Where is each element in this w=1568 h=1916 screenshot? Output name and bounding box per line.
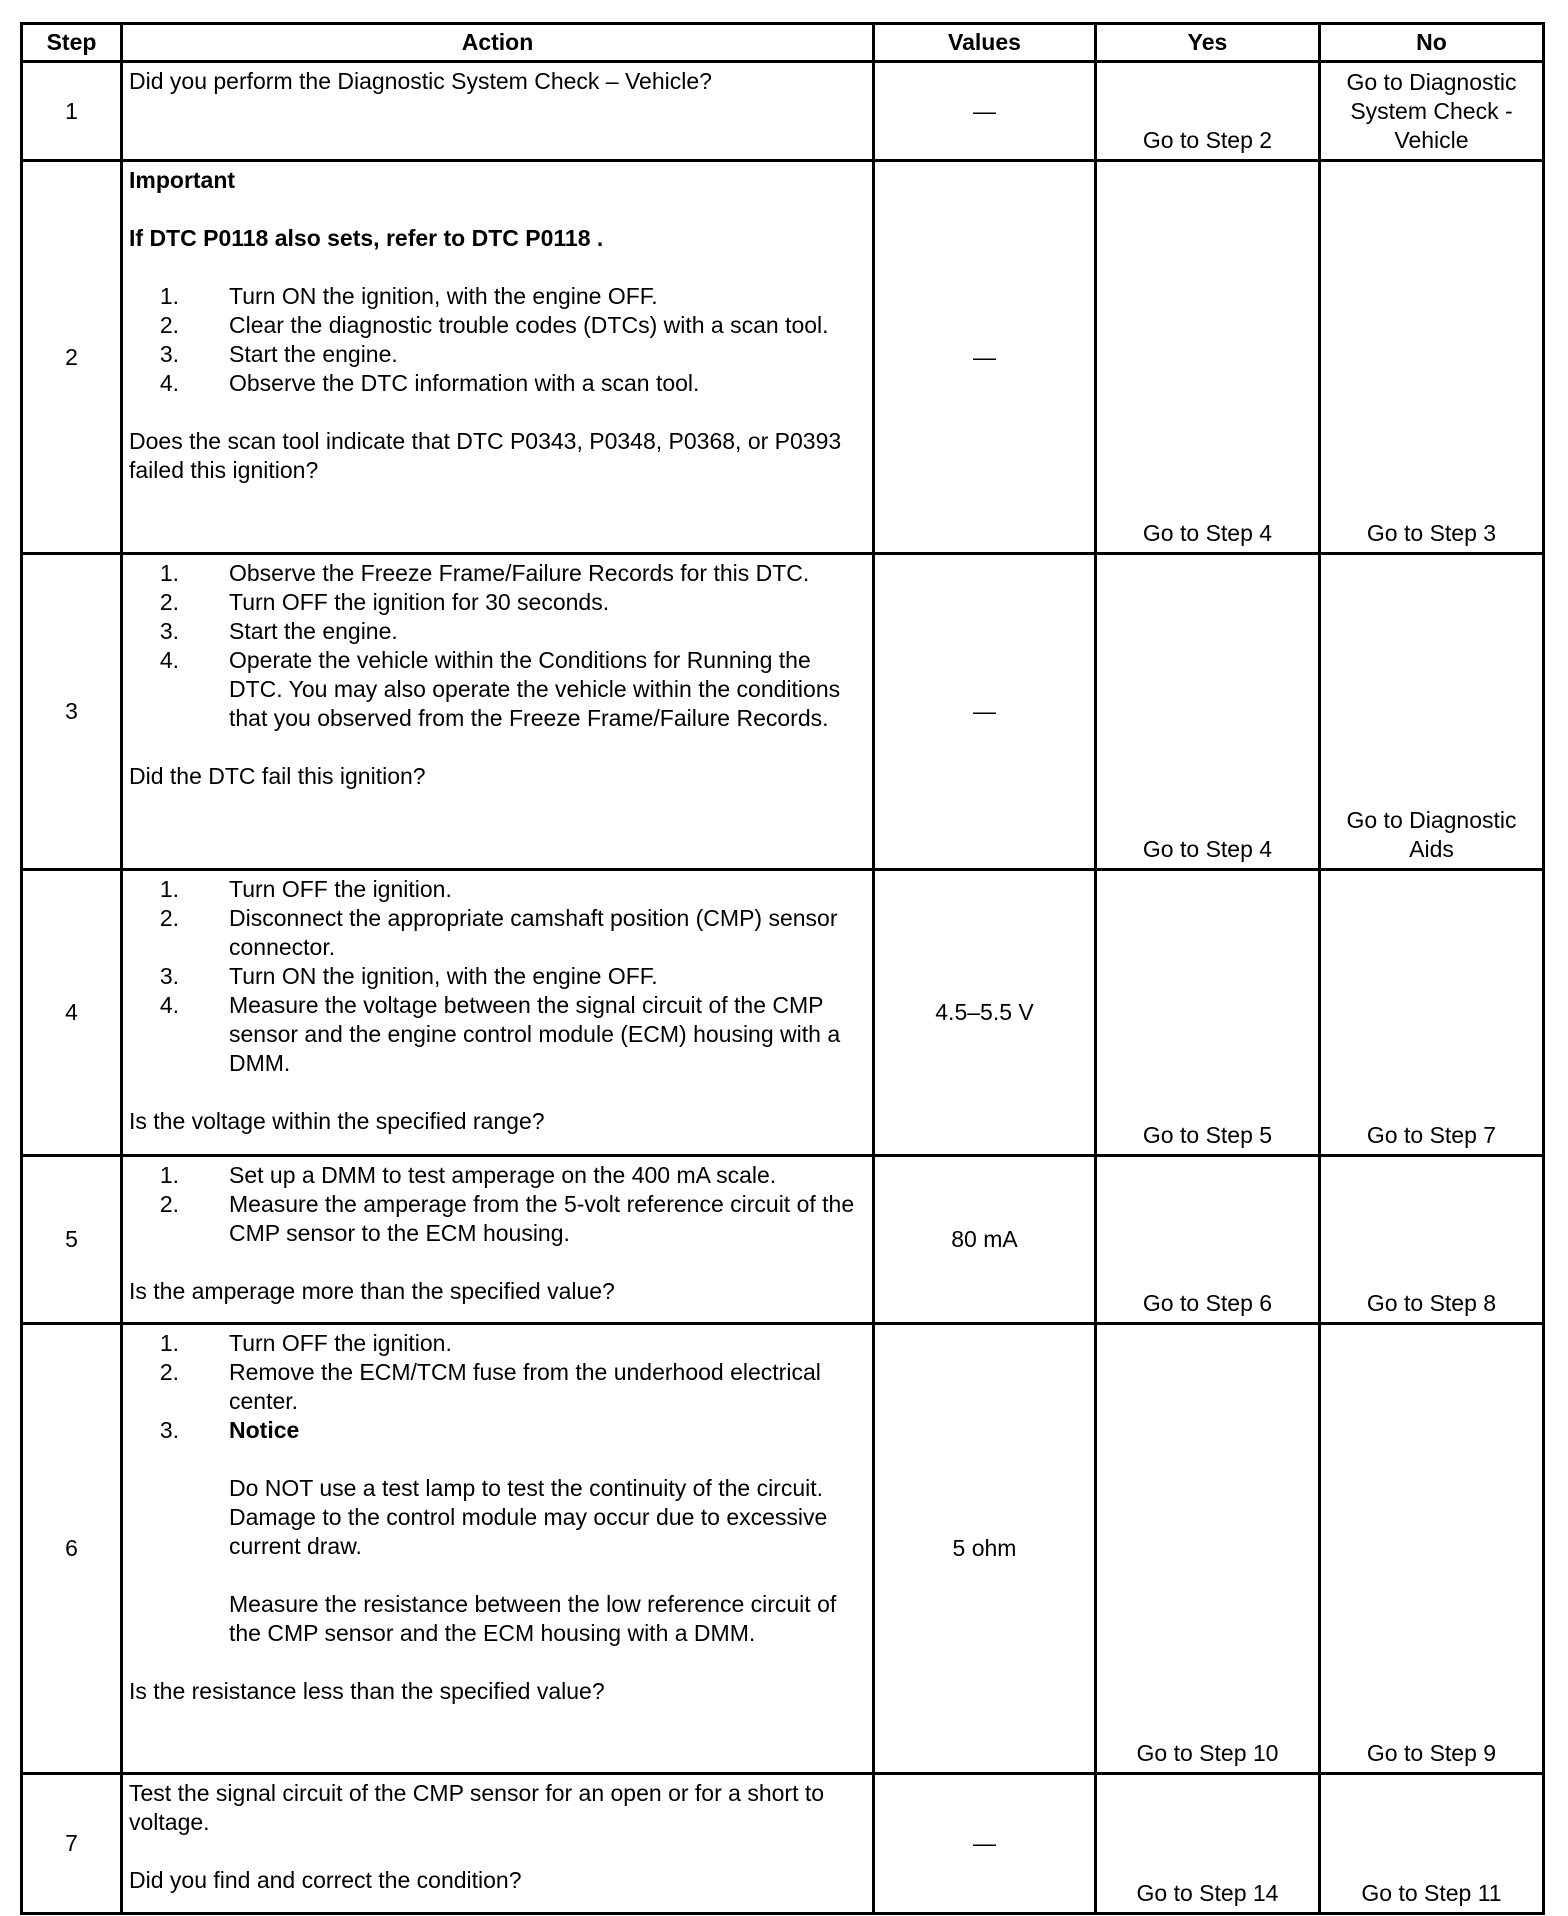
step-number: 6 [22,1324,122,1774]
yes-link[interactable]: Go to Step 4 [1096,161,1320,554]
header-action: Action [122,24,874,62]
header-no: No [1320,24,1544,62]
measure-text: Measure the resistance between the low reference circuit of the CMP sensor and the ECM housing with a DMM. [229,1591,837,1646]
value-cell: — [874,161,1096,554]
no-link[interactable]: Go to Diagnostic Aids [1320,554,1544,870]
list-item: 3. Turn ON the ignition, with the engine OFF. [159,963,658,989]
instruction-list [129,559,866,733]
step-number: 1 [22,62,122,161]
action-cell [122,62,874,161]
no-link[interactable]: Go to Step 7 [1320,870,1544,1156]
list-item: 4. Operate the vehicle within the Conditions for Running the DTC. You may also operate the vehicle within the conditions that you observed from the Freeze Frame/Failure Records. [159,647,841,731]
table-row [22,1774,1544,1914]
value-cell: — [874,1774,1096,1914]
header-step: Step [22,24,122,62]
no-link[interactable]: Go to Step 3 [1320,161,1544,554]
list-item: 4. Measure the voltage between the signal circuit of the CMP sensor and the engine control module (ECM) housing with a DMM. [159,992,841,1076]
instruction-list [129,1329,866,1445]
question-text: Did you find and correct the condition? [129,1867,522,1893]
step-number: 7 [22,1774,122,1914]
table-row [22,1324,1544,1774]
list-item: 2. Turn OFF the ignition for 30 seconds. [159,589,610,615]
no-link[interactable]: Go to Step 8 [1320,1156,1544,1324]
list-item: 1. Turn ON the ignition, with the engine OFF. [159,283,658,309]
yes-link[interactable]: Go to Step 10 [1096,1324,1320,1774]
action-cell [122,161,874,554]
list-item: 2. Remove the ECM/TCM fuse from the underhood electrical center. [159,1359,821,1414]
table-row [22,554,1544,870]
header-row [22,24,1544,62]
list-item: 3. Start the engine. [159,618,398,644]
header-yes: Yes [1096,24,1320,62]
action-cell [122,1324,874,1774]
question-text: Did the DTC fail this ignition? [129,763,426,789]
table-row [22,1156,1544,1324]
question-text: Does the scan tool indicate that DTC P0343, P0348, P0368, or P0393 failed this ignition? [129,428,842,483]
value-cell: 5 ohm [874,1324,1096,1774]
header-values: Values [874,24,1096,62]
list-item: 1. Turn OFF the ignition. [159,876,452,902]
yes-link[interactable]: Go to Step 2 [1096,62,1320,161]
list-item: 1. Turn OFF the ignition. [159,1330,452,1356]
instruction-list [129,282,866,398]
list-item: 2. Disconnect the appropriate camshaft position (CMP) sensor connector. [159,905,838,960]
list-item: 1. Observe the Freeze Frame/Failure Records for this DTC. [159,560,810,586]
question-text: Is the resistance less than the specified value? [129,1678,605,1704]
question-text: Did you perform the Diagnostic System Check – Vehicle? [129,68,712,94]
instruction-list [129,1161,866,1248]
yes-link[interactable]: Go to Step 4 [1096,554,1320,870]
step-number: 5 [22,1156,122,1324]
value-cell: — [874,62,1096,161]
important-label: Important [129,167,236,193]
step-number: 4 [22,870,122,1156]
action-cell [122,554,874,870]
diagnostic-table [20,22,1545,1915]
table-row [22,161,1544,554]
value-cell: 80 mA [874,1156,1096,1324]
instruction-list [129,875,866,1078]
action-cell [122,870,874,1156]
yes-link[interactable]: Go to Step 6 [1096,1156,1320,1324]
table-row [22,870,1544,1156]
list-item: 2. Clear the diagnostic trouble codes (DTCs) with a scan tool. [159,312,829,338]
table-row [22,62,1544,161]
yes-link[interactable]: Go to Step 14 [1096,1774,1320,1914]
list-item: 1. Set up a DMM to test amperage on the 400 mA scale. [159,1162,777,1188]
important-text: If DTC P0118 also sets, refer to DTC P0118 . [129,225,604,251]
list-item: 3. Notice [159,1417,300,1443]
step-number: 3 [22,554,122,870]
list-item: 4. Observe the DTC information with a scan tool. [159,370,700,396]
notice-text: Do NOT use a test lamp to test the continuity of the circuit. Damage to the control module may occur due to excessive current draw. [229,1475,828,1559]
list-item: 2. Measure the amperage from the 5-volt reference circuit of the CMP sensor to the ECM housing. [159,1191,855,1246]
step-number: 2 [22,161,122,554]
question-text: Is the amperage more than the specified value? [129,1278,615,1304]
list-item: 3. Start the engine. [159,341,398,367]
question-text: Is the voltage within the specified range? [129,1108,545,1134]
value-cell: 4.5–5.5 V [874,870,1096,1156]
value-cell: — [874,554,1096,870]
diagnostic-table-page [20,22,1542,1915]
no-link[interactable]: Go to Step 11 [1320,1774,1544,1914]
action-cell [122,1156,874,1324]
yes-link[interactable]: Go to Step 5 [1096,870,1320,1156]
no-link[interactable]: Go to Step 9 [1320,1324,1544,1774]
no-link[interactable]: Go to Diagnostic System Check - Vehicle [1320,62,1544,161]
action-text: Test the signal circuit of the CMP sensor for an open or for a short to voltage. [129,1780,825,1835]
action-cell [122,1774,874,1914]
